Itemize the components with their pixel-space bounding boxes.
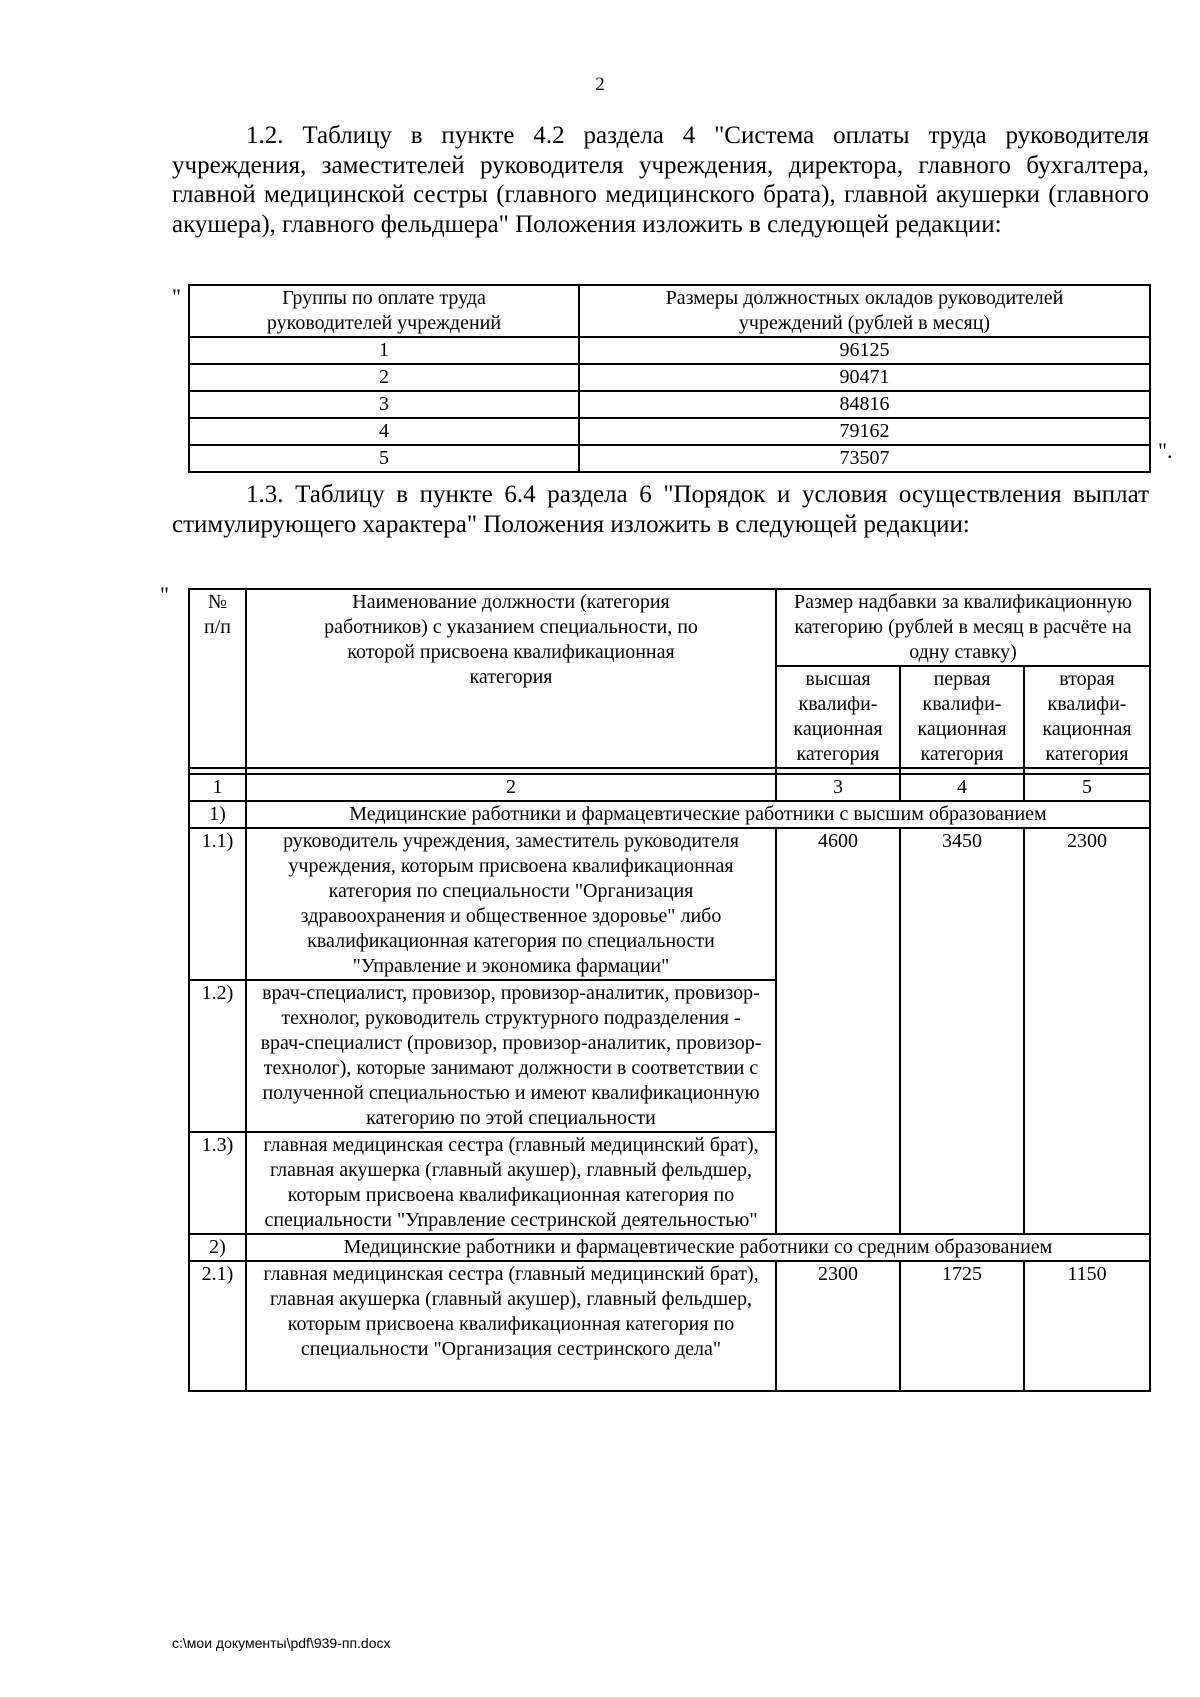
page-number: 2 [595,74,605,95]
salary-cell: 79162 [579,418,1150,445]
group-cell: 5 [189,445,579,472]
group-row [189,801,1150,828]
value-highest: 2300 [776,1261,900,1391]
col-number: 3 [776,774,900,801]
table2-open-quote: " [160,582,169,607]
group-num: 2) [189,1234,246,1261]
header-second: вторая квалифи-кационная категория [1024,666,1150,768]
group-num: 1) [189,801,246,828]
value-first: 3450 [900,828,1024,1234]
column-number-row [189,774,1150,801]
salary-cell: 73507 [579,445,1150,472]
table-row [189,364,1150,391]
row-num: 1.1) [189,828,246,980]
value-first: 1725 [900,1261,1024,1391]
table-row [189,391,1150,418]
section-1-3-text: 1.3. Таблицу в пункте 6.4 раздела 6 "Порядок и условия осуществления выплат стимулирующего характера" Положения изложить в следующей редакции: [172,481,1149,538]
table-header-row [189,589,1150,666]
salary-cell: 84816 [579,391,1150,418]
header-bonus: Размер надбавки за квалификационную категорию (рублей в месяц в расчёте на одну ставку) [776,589,1150,666]
row-num: 2.1) [189,1261,246,1391]
group-cell: 1 [189,337,579,364]
group-title: Медицинские работники и фармацевтические работники со средним образованием [246,1234,1150,1261]
table1-close-quote: ". [1158,438,1173,463]
position-cell: главная медицинская сестра (главный медицинский брат), главная акушерка (главный акушер), главный фельдшер, которым присвоена квалификационная категория по специальности "Организация сестринского дела" [246,1261,776,1391]
salary-table [188,284,1151,473]
col-number: 1 [189,774,246,801]
salary-cell: 90471 [579,364,1150,391]
section-1-2-text: 1.2. Таблицу в пункте 4.2 раздела 4 "Система оплаты труда руководителя учреждения, заместителей руководителя учреждения, директора, главного бухгалтера, главной медицинской сестры (главного медицинского брата), главной акушерки (главного акушера), главного фельдшера" Положения изложить в следующей редакции: [172,122,1149,238]
col-number: 4 [900,774,1024,801]
group-cell: 3 [189,391,579,418]
table-row [189,1261,1150,1391]
group-cell: 2 [189,364,579,391]
header-position: Наименование должности (категория работников) с указанием специальности, по которой присвоена квалификационная категория [246,589,776,768]
value-second: 1150 [1024,1261,1150,1391]
position-cell: руководитель учреждения, заместитель руководителя учреждения, которым присвоена квалификационная категория по специальности "Организация здравоохранения и общественное здоровье" либо квалификационная категория по специальности "Управление и экономика фармации" [246,828,776,980]
header-groups: Группы по оплате труда руководителей учреждений [189,285,579,337]
table-row [189,337,1150,364]
header-num: № п/п [189,589,246,768]
position-cell: главная медицинская сестра (главный медицинский брат), главная акушерка (главный акушер), главный фельдшер, которым присвоена квалификационная категория по специальности "Управление сестринской деятельностью" [246,1132,776,1234]
row-num: 1.3) [189,1132,246,1234]
value-second: 2300 [1024,828,1150,1234]
row-num: 1.2) [189,980,246,1132]
bonus-table [188,588,1151,1392]
table-header-row [189,285,1150,337]
header-salaries: Размеры должностных окладов руководителей учреждений (рублей в месяц) [579,285,1150,337]
position-cell: врач-специалист, провизор, провизор-аналитик, провизор-технолог, руководитель структурного подразделения - врач-специалист (провизор, провизор-аналитик, провизор-технолог), которые занимают должности в соответствии с полученной специальностью и имеют квалификационную категорию по этой специальности [246,980,776,1132]
col-number: 2 [246,774,776,801]
table-row [189,418,1150,445]
col-number: 5 [1024,774,1150,801]
table-row [189,828,1150,980]
footer-file-path: c:\мои документы\pdf\939-пп.docx [172,1635,391,1651]
value-highest: 4600 [776,828,900,1234]
header-first: первая квалифи-кационная категория [900,666,1024,768]
salary-cell: 96125 [579,337,1150,364]
group-title: Медицинские работники и фармацевтические работники с высшим образованием [246,801,1150,828]
header-highest: высшая квалифи-кационная категория [776,666,900,768]
table-row [189,445,1150,472]
group-cell: 4 [189,418,579,445]
group-row [189,1234,1150,1261]
table1-open-quote: " [172,284,181,309]
